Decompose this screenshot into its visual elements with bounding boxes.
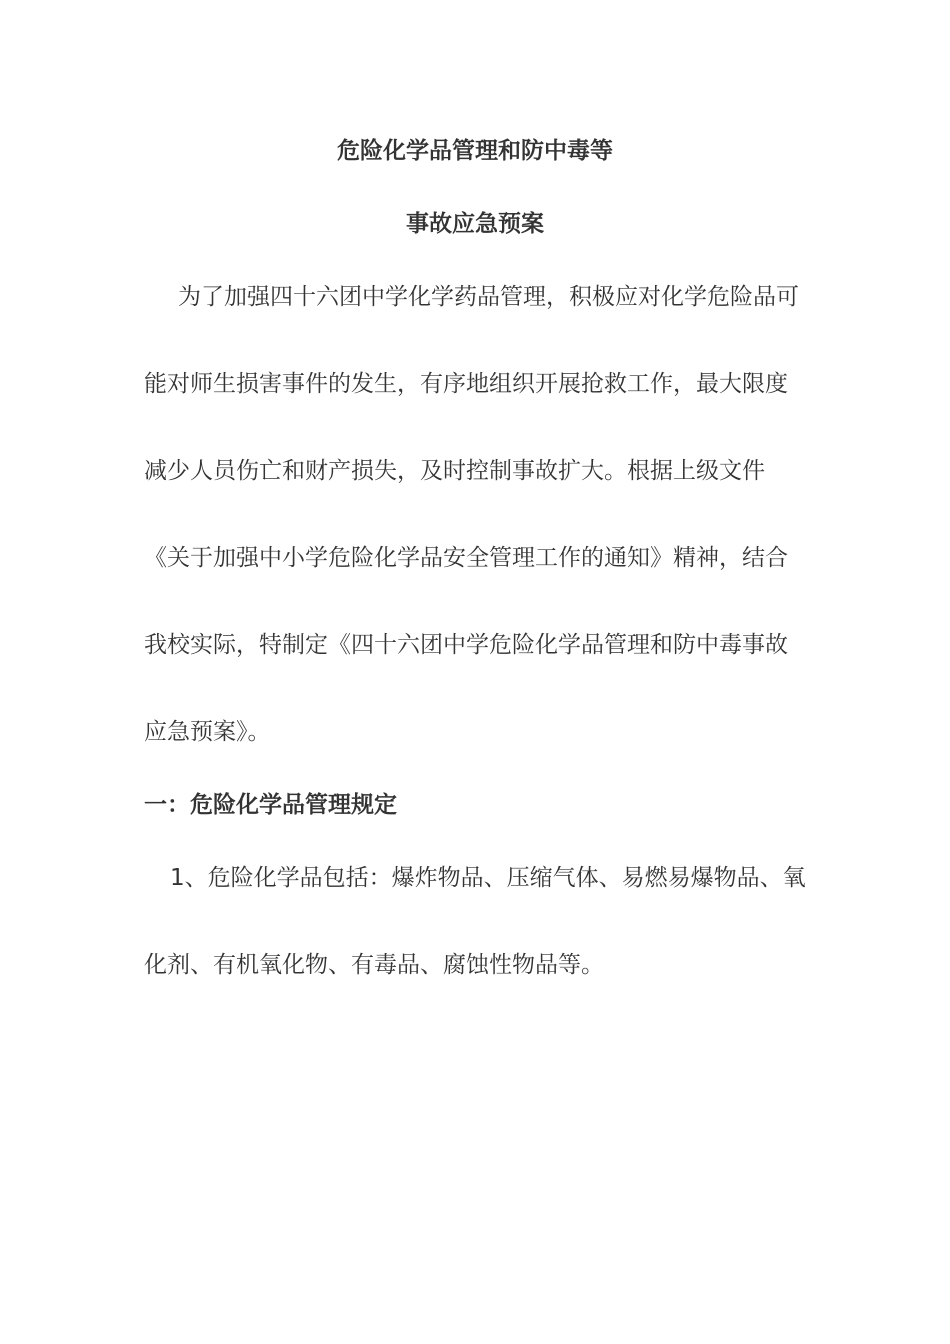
document-title-line-1: 危险化学品管理和防中毒等 [337,138,613,164]
paragraph-line: 我校实际，特制定《四十六团中学危险化学品管理和防中毒事故 [144,632,788,658]
paragraph-line: 应急预案》。 [144,719,271,745]
paragraph-line: 能对师生损害事件的发生，有序地组织开展抢救工作，最大限度 [144,371,788,397]
document-title-line-2: 事故应急预案 [406,211,544,237]
paragraph-line: 减少人员伤亡和财产损失，及时控制事故扩大。根据上级文件 [144,458,765,484]
list-item-line: 化剂、有机氧化物、有毒品、腐蚀性物品等。 [144,952,604,978]
list-item-line: 1、危险化学品包括：爆炸物品、压缩气体、易燃易爆物品、氧 [170,865,806,891]
paragraph-line: 为了加强四十六团中学化学药品管理，积极应对化学危险品可 [178,284,799,310]
paragraph-line: 《关于加强中小学危险化学品安全管理工作的通知》精神，结合 [144,545,788,571]
section-heading: 一：危险化学品管理规定 [144,792,397,818]
